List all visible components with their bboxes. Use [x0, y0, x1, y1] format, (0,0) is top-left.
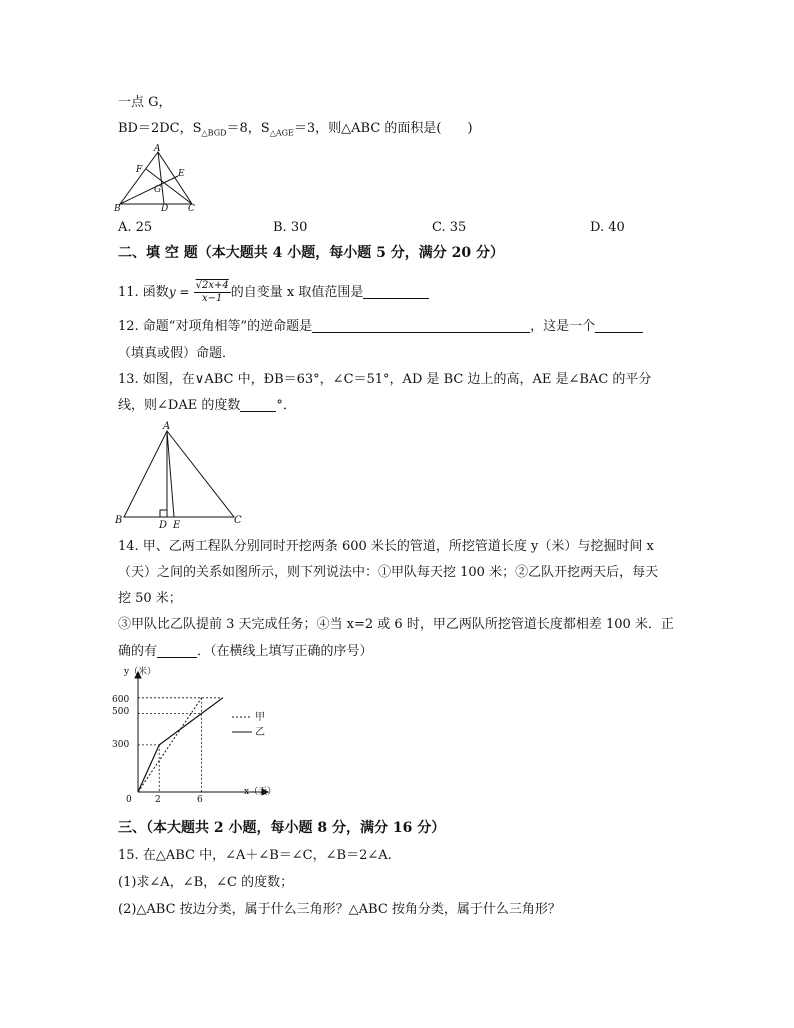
question-14-line-5	[118, 643, 373, 661]
fig1-label-b: B	[114, 204, 121, 214]
question-15-line-3: (2)△ABC 按边分类，属于什么三角形？△ABC 按角分类，属于什么三角形？	[118, 902, 561, 917]
q11-prefix: 11. 函数	[118, 285, 169, 300]
q12-text-b: ，这是一个	[530, 319, 596, 334]
fig1-label-a: A	[154, 144, 161, 154]
question-11	[118, 280, 429, 305]
legend-jia-label: 甲	[255, 712, 265, 723]
q14-text-a: 确的有	[118, 644, 158, 659]
q13-text-b: °．	[276, 398, 296, 413]
right-angle-mark	[160, 510, 167, 517]
x-tick-2: 2	[155, 795, 161, 805]
option-a: A. 25	[118, 220, 153, 235]
q12-text-a: 12. 命题“对项角相等”的逆命题是	[118, 319, 313, 334]
question-12-line-2: （填真或假）命题．	[118, 346, 236, 361]
x-tick-0: 0	[126, 795, 132, 805]
question-14-line-2: （天）之间的关系如图所示，则下列说法中：①甲队每天挖 100 米；②乙队开挖两天后，每天	[118, 565, 659, 580]
y-tick-300: 300	[112, 740, 130, 750]
legend-yi-label: 乙	[255, 727, 265, 738]
question-13-line-1: 13. 如图，在∨ABC 中，ÐB＝63°，∠C＝51°，AD 是 BC 边上的高，AE 是∠BAC 的平分	[118, 372, 652, 387]
q13-answer-blank[interactable]	[240, 397, 276, 412]
bisector-ae	[167, 431, 174, 517]
question-14-line-1: 14. 甲、乙两工程队分别同时开挖两条 600 米长的管道，所挖管道长度 y（米）与挖掘时间 x	[118, 539, 654, 554]
x-tick-6: 6	[197, 795, 203, 805]
y-tick-500: 500	[112, 707, 130, 717]
fig1-label-g: G	[154, 185, 162, 195]
question-12-line-1	[118, 318, 643, 336]
q14-answer-blank[interactable]	[157, 643, 197, 658]
intro-sub-1: △BGD	[201, 128, 227, 138]
option-d: D. 40	[590, 220, 625, 235]
intro-sub-2: △AGE	[269, 128, 294, 138]
y-tick-600: 600	[112, 695, 130, 705]
fig1-label-d: D	[161, 204, 169, 214]
fig2-label-d: D	[159, 520, 168, 531]
q11-fraction	[194, 280, 231, 305]
option-c: C. 35	[432, 220, 467, 235]
fig2-label-e: E	[173, 520, 181, 531]
section-3-heading: 三、（本大题共 2 小题，每小题 8 分，满分 16 分）	[118, 820, 446, 836]
q12-answer-blank-1[interactable]	[312, 318, 530, 333]
chart-x-label: x（天）	[244, 787, 277, 797]
intro-text-c: ＝3，则△ABC 的面积是( )	[293, 121, 473, 136]
figure-1-triangle	[112, 142, 202, 212]
figure-2-triangle	[112, 420, 252, 530]
intro-text-a: BD＝2DC，S	[118, 121, 202, 136]
q11-suffix: 的自变量 x 取值范围是	[230, 285, 364, 300]
q13-text-a: 线，则∠DAE 的度数	[118, 398, 241, 413]
question-14-line-4: ③甲队比乙队提前 3 天完成任务；④当 x=2 或 6 时，甲乙两队所挖管道长度都相差 100 米．正	[118, 617, 674, 632]
fig1-label-f: F	[136, 165, 143, 175]
option-b: B. 30	[273, 220, 308, 235]
intro-line-1: 一点 G，	[118, 95, 172, 110]
fig1-label-e: E	[178, 169, 185, 179]
section-2-heading: 二、填 空 题（本大题共 4 小题，每小题 5 分，满分 20 分）	[118, 245, 504, 261]
fig2-label-b: B	[115, 515, 123, 526]
question-14-line-3: 挖 50 米；	[118, 591, 182, 606]
intro-line-2	[118, 120, 473, 143]
q11-y: y =	[168, 285, 190, 299]
q11-numerator: √2x+4	[195, 280, 229, 291]
fig2-label-c: C	[234, 515, 242, 526]
chart-y-label: y（米）	[124, 667, 157, 677]
segment-cf	[146, 169, 192, 204]
question-13-line-2	[118, 397, 296, 415]
intro-text-b: ＝8，S	[226, 121, 270, 136]
fig2-label-a: A	[163, 421, 171, 432]
q14-text-b: ．（在横线上填写正确的序号）	[197, 644, 373, 659]
question-15-line-2: (1)求∠A，∠B，∠C 的度数；	[118, 875, 294, 890]
fig1-label-c: C	[188, 204, 195, 214]
triangle-abc-2	[124, 431, 234, 517]
q12-answer-blank-2[interactable]	[595, 318, 643, 333]
question-15-line-1: 15. 在△ABC 中，∠A＋∠B＝∠C，∠B＝2∠A.	[118, 848, 392, 863]
segment-be	[120, 176, 178, 204]
q11-answer-blank[interactable]	[363, 284, 429, 299]
q11-denominator: x−1	[201, 293, 223, 304]
figure-3-line-chart	[112, 662, 292, 812]
